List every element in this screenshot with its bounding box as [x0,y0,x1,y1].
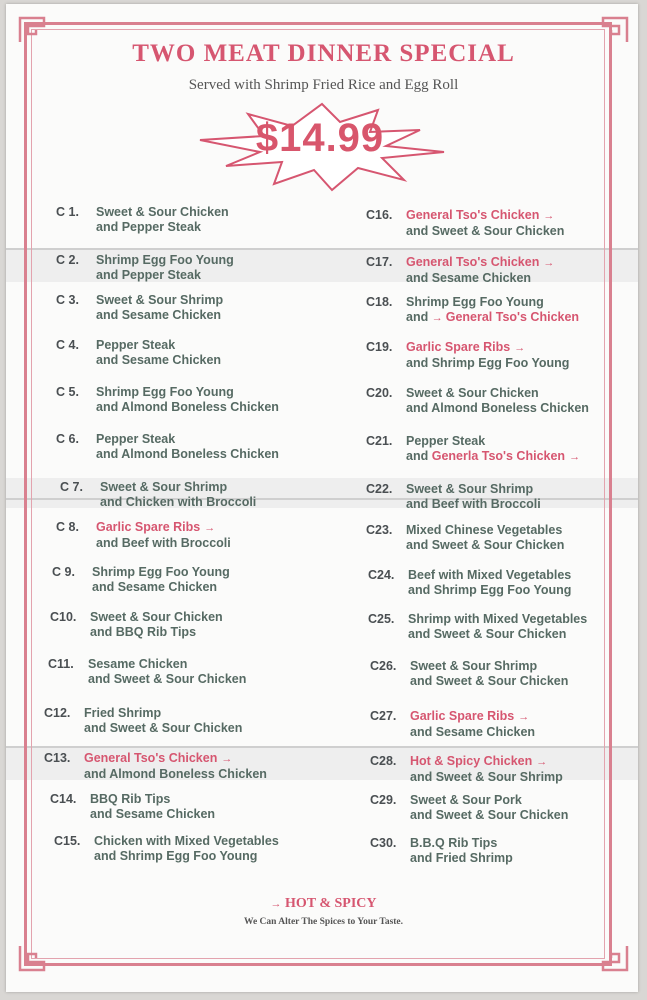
item-second-text: and Sesame Chicken [92,580,218,594]
item-first-choice [406,208,564,224]
item-second-text: and Beef with Broccoli [406,497,541,511]
item-second-choice [84,767,267,782]
item-second-choice [94,849,279,864]
item-second-text: and Sweet & Sour Chicken [84,721,243,735]
item-first-choice [410,754,563,770]
item-first-choice [410,659,568,674]
item-first-choice [96,205,229,220]
item-second-choice [84,721,242,736]
item-second-choice [96,447,279,462]
item-second-choice [406,401,589,416]
item-code: C14. [50,792,77,806]
item-first-choice [94,834,279,849]
item-code: C12. [44,706,71,720]
item-code: C15. [54,834,81,848]
menu-title: TWO MEAT DINNER SPECIAL [132,40,515,67]
item-second-choice [410,770,563,785]
item-first-choice [406,482,541,497]
item-first-text: Shrimp Egg Foo Young [92,565,230,579]
item-first-choice [96,520,231,536]
item-first-choice [100,480,256,495]
pepper-icon: → [569,451,581,463]
corner-key-icon [601,944,629,972]
item-code: C25. [368,612,395,626]
item-code: C28. [370,754,397,768]
item-first-choice [406,434,580,449]
item-description [406,295,579,326]
item-first-text: Pepper Steak [96,338,176,352]
item-first-text: BBQ Rib Tips [90,792,171,806]
item-first-choice [406,295,579,310]
item-second-choice [92,580,230,595]
item-second-choice [406,449,580,465]
item-first-text: Sweet & Sour Chicken [406,386,539,400]
item-first-text: Shrimp Egg Foo Young [96,385,234,399]
item-second-text: and Sweet & Sour Chicken [88,672,247,686]
item-code: C16. [366,208,393,222]
item-code: C21. [366,434,393,448]
item-first-text: General Tso's Chicken [406,255,540,269]
item-first-choice [90,792,215,807]
item-description [92,565,230,595]
item-first-text: Sweet & Sour Shrimp [100,480,228,494]
item-description [406,340,569,371]
item-code: C19. [366,340,393,354]
item-second-prefix: and [406,310,429,324]
pepper-icon: → [543,257,555,269]
item-first-choice [406,523,564,538]
item-code: C11. [48,657,74,671]
item-second-choice [96,353,221,368]
pepper-icon: → [518,711,530,723]
item-first-text: Garlic Spare Ribs [96,520,201,534]
pepper-icon: → [431,312,443,324]
item-second-text: and Sesame Chicken [410,725,536,739]
item-description [406,208,564,239]
item-code: C22. [366,482,393,496]
item-description [96,205,229,235]
item-code: C17. [366,255,393,269]
item-code: C 8. [56,520,79,534]
item-first-text: Sweet & Sour Shrimp [410,659,538,673]
item-second-choice [406,224,564,239]
item-first-text: Mixed Chinese Vegetables [406,523,563,537]
item-first-choice [96,338,221,353]
item-second-choice [96,268,234,283]
item-first-choice [96,293,223,308]
item-second-text: and Almond Boneless Chicken [84,767,267,781]
item-second-choice [410,674,568,689]
item-first-text: Beef with Mixed Vegetables [408,568,572,582]
item-first-text: Shrimp Egg Foo Young [406,295,544,309]
pepper-icon: → [536,756,548,768]
legend-label: HOT & SPICY [284,896,377,911]
item-code: C 3. [56,293,79,307]
item-second-choice [408,583,571,598]
item-description [406,523,564,553]
item-description [96,338,221,368]
item-description [96,432,279,462]
item-code: C13. [44,751,71,765]
pepper-icon: → [543,210,555,222]
item-first-text: Pepper Steak [406,434,486,448]
item-first-text: General Tso's Chicken [84,751,218,765]
item-first-text: Sweet & Sour Chicken [90,610,223,624]
item-description [88,657,246,687]
item-description [84,751,267,782]
item-code: C27. [370,709,397,723]
item-second-choice [96,400,279,415]
item-second-text: and Sesame Chicken [406,271,532,285]
item-first-text: Garlic Spare Ribs [406,340,511,354]
item-first-choice [92,565,230,580]
item-second-choice [410,725,535,740]
item-second-text: and Sweet & Sour Chicken [410,808,569,822]
item-code: C24. [368,568,395,582]
item-description [410,793,568,823]
item-second-text: and Sweet & Sour Shrimp [410,770,563,784]
item-second-text: and Sweet & Sour Chicken [408,627,567,641]
item-first-text: Sweet & Sour Pork [410,793,522,807]
item-description [408,568,571,598]
item-second-text: and Almond Boneless Chicken [96,400,279,414]
item-second-choice [90,807,215,822]
item-second-text: and Almond Boneless Chicken [406,401,589,415]
item-first-text: Sweet & Sour Chicken [96,205,229,219]
item-code: C 2. [56,253,79,267]
item-second-choice [100,495,256,510]
item-first-choice [410,836,513,851]
item-code: C 4. [56,338,79,352]
item-second-choice [406,538,564,553]
item-code: C29. [370,793,397,807]
item-second-choice [406,271,554,286]
item-second-text: and Shrimp Egg Foo Young [408,583,572,597]
item-first-choice [408,568,571,583]
item-second-choice [406,356,569,371]
item-description [410,836,513,866]
item-description [406,255,554,286]
item-second-choice [408,627,587,642]
item-second-text: and BBQ Rib Tips [90,625,197,639]
price-label: $14.99 [255,116,385,160]
item-code: C20. [366,386,393,400]
item-first-text: General Tso's Chicken [406,208,540,222]
item-second-choice [90,625,223,640]
item-second-choice [410,851,513,866]
item-second-text: General Tso's Chicken [445,310,580,324]
item-first-text: Shrimp Egg Foo Young [96,253,234,267]
item-second-choice [96,308,223,323]
item-code: C18. [366,295,393,309]
item-first-choice [410,709,535,725]
item-second-text: and Sesame Chicken [96,353,222,367]
item-description [100,480,256,510]
item-description [96,520,231,551]
item-second-text: and Chicken with Broccoli [100,495,257,509]
item-description [90,610,223,640]
item-description [96,253,234,283]
item-first-text: Sweet & Sour Shrimp [96,293,224,307]
item-first-text: Shrimp with Mixed Vegetables [408,612,588,626]
item-second-text: and Sesame Chicken [96,308,222,322]
item-first-choice [410,793,568,808]
item-description [406,482,541,512]
item-second-text: and Sweet & Sour Chicken [406,538,565,552]
item-second-text: Generla Tso's Chicken [431,449,566,463]
item-first-text: Hot & Spicy Chicken [410,754,533,768]
item-first-choice [90,610,223,625]
item-code: C 7. [60,480,83,494]
item-second-text: and Shrimp Egg Foo Young [94,849,258,863]
item-second-choice [406,310,579,326]
item-first-choice [96,385,279,400]
item-description [90,792,215,822]
pepper-icon: → [204,522,216,534]
item-first-choice [88,657,246,672]
item-description [408,612,587,642]
item-second-text: and Sesame Chicken [90,807,216,821]
item-code: C30. [370,836,397,850]
item-second-choice [96,220,229,235]
item-second-text: and Shrimp Egg Foo Young [406,356,570,370]
item-second-text: and Sweet & Sour Chicken [410,674,569,688]
item-code: C 1. [56,205,79,219]
item-first-choice [406,386,589,401]
item-second-text: and Almond Boneless Chicken [96,447,279,461]
item-description [96,293,223,323]
item-first-text: Sesame Chicken [88,657,188,671]
item-first-text: Sweet & Sour Shrimp [406,482,534,496]
item-description [406,434,580,465]
item-first-choice [96,253,234,268]
pepper-icon: → [514,342,526,354]
item-description [410,659,568,689]
item-second-choice [96,536,231,551]
item-code: C10. [50,610,77,624]
item-description [94,834,279,864]
item-code: C 5. [56,385,79,399]
pepper-icon: → [270,898,282,910]
item-description [410,709,535,740]
menu-subtitle: Served with Shrimp Fried Rice and Egg Roll [188,77,459,93]
item-description [96,385,279,415]
item-first-text: Pepper Steak [96,432,176,446]
item-second-text: and Sweet & Sour Chicken [406,224,565,238]
item-second-text: and Fried Shrimp [410,851,513,865]
item-second-choice [410,808,568,823]
item-first-choice [84,706,242,721]
item-first-text: Fried Shrimp [84,706,162,720]
item-description [410,754,563,785]
item-description [84,706,242,736]
hot-spicy-legend [0,896,647,912]
item-first-choice [96,432,279,447]
item-first-text: Garlic Spare Ribs [410,709,515,723]
item-second-text: and Beef with Broccoli [96,536,231,550]
item-description [406,386,589,416]
item-first-choice [406,255,554,271]
pepper-icon: → [221,753,233,765]
spice-note: We Can Alter The Spices to Your Taste. [243,917,404,927]
item-second-text: and Pepper Steak [96,268,201,282]
item-second-choice [406,497,541,512]
item-code: C 6. [56,432,79,446]
item-first-choice [84,751,267,767]
item-second-text: and Pepper Steak [96,220,201,234]
item-first-choice [408,612,587,627]
corner-key-icon [18,944,46,972]
item-first-text: Chicken with Mixed Vegetables [94,834,279,848]
item-second-prefix: and [406,449,429,463]
item-code: C23. [366,523,393,537]
item-first-text: B.B.Q Rib Tips [410,836,498,850]
item-code: C 9. [52,565,75,579]
item-code: C26. [370,659,397,673]
item-second-choice [88,672,246,687]
item-first-choice [406,340,569,356]
